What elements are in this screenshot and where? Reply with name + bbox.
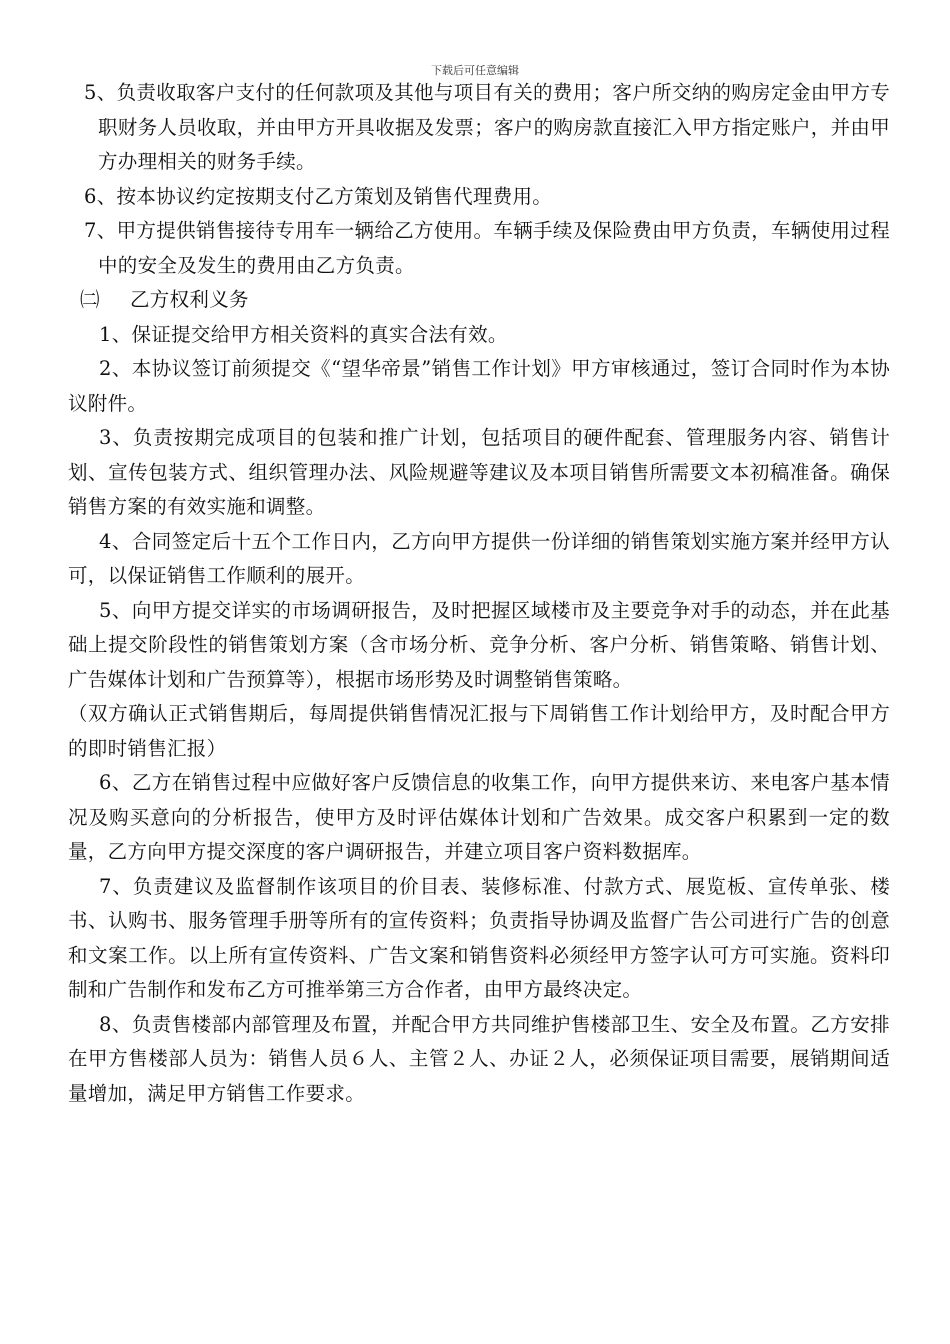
party-a-item-7: 7、甲方提供销售接待专用车一辆给乙方使用。车辆手续及保险费由甲方负责，车辆使用过程中的安全及发生的费用由乙方负责。 [84, 219, 890, 277]
weekly-report-note: （双方确认正式销售期后，每周提供销售情况汇报与下周销售工作计划给甲方，及时配合甲方的即时销售汇报） [68, 702, 890, 760]
party-b-item-7: 7、负责建议及监督制作该项目的价目表、装修标准、付款方式、展览板、宣传单张、楼书、认购书、服务管理手册等所有的宣传资料；负责指导协调及监督广告公司进行广告的创意和文案工作。以上所有宣传资料、广告文案和销售资料必须经甲方签字认可方可实施。资料印制和广告制作和发布乙方可推举第三方合作者，由甲方最终决定。 [68, 874, 890, 1001]
party-b-item-4: 4、合同签定后十五个工作日内，乙方向甲方提供一份详细的销售策划实施方案并经甲方认可，以保证销售工作顺利的展开。 [68, 529, 890, 587]
party-a-item-6: 6、按本协议约定按期支付乙方策划及销售代理费用。 [84, 184, 553, 208]
section-title: 乙方权利义务 [130, 288, 249, 311]
party-b-item-1: 1、保证提交给甲方相关资料的真实合法有效。 [99, 322, 508, 346]
party-b-item-5: 5、向甲方提交详实的市场调研报告，及时把握区域楼市及主要竞争对手的动态，并在此基础上提交阶段性的销售策划方案（含市场分析、竞争分析、客户分析、销售策略、销售计划、广告媒体计划和广告预算等），根据市场形势及时调整销售策略。 [68, 598, 890, 691]
party-a-item-5: 5、负责收取客户支付的任何款项及其他与项目有关的费用；客户所交纳的购房定金由甲方专职财务人员收取，并由甲方开具收据及发票；客户的购房款直接汇入甲方指定账户，并由甲方办理相关的财务手续。 [84, 81, 891, 173]
document-body [68, 76, 890, 1111]
party-b-item-3: 3、负责按期完成项目的包装和推广计划，包括项目的硬件配套、管理服务内容、销售计划、宣传包装方式、组织管理办法、风险规避等建议及本项目销售所需要文本初稿准备。确保销售方案的有效实施和调整。 [68, 426, 890, 518]
party-b-item-6: 6、乙方在销售过程中应做好客户反馈信息的收集工作，向甲方提供来访、来电客户基本情况及购买意向的分析报告，使甲方及时评估媒体计划和广告效果。成交客户积累到一定的数量，乙方向甲方提交深度的客户调研报告，并建立项目客户资料数据库。 [68, 771, 890, 863]
party-b-item-8: 8、负责售楼部内部管理及布置，并配合甲方共同维护售楼部卫生、安全及布置。乙方安排在甲方售楼部人员为：销售人员６人、主管２人、办证２人，必须保证项目需要，展销期间适量增加，满足甲方销售工作要求。 [68, 1012, 890, 1105]
section-number: ㈡ [80, 288, 100, 311]
section-heading-party-b [68, 283, 890, 318]
party-b-item-2: 2、本协议签订前须提交《“望华帝景”销售工作计划》甲方审核通过，签订合同时作为本协议附件。 [68, 357, 890, 415]
header-note: 下载后可任意编辑 [431, 64, 519, 77]
